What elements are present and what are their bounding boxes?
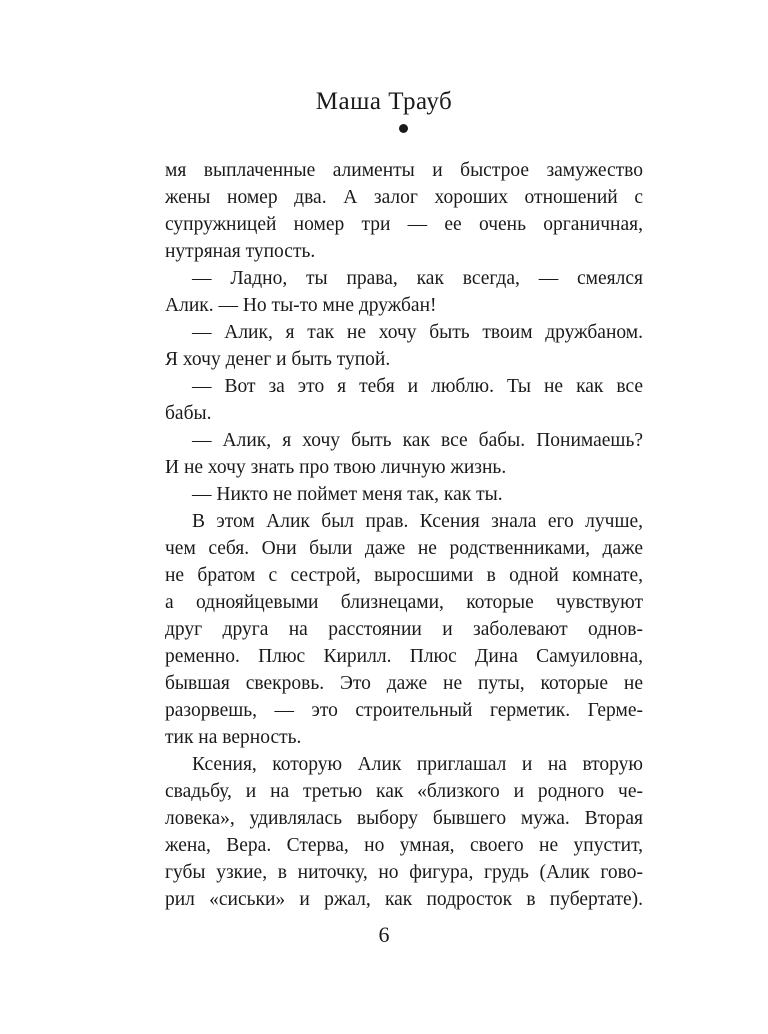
text-line: не братом с сестрой, выросшими в одной комнате, [165,565,643,586]
text-line: ременно. Плюс Кирилл. Плюс Дина Самуиловна, [165,646,643,667]
text-line: мя выплаченные алименты и быстрое замужество [165,160,643,181]
text-line: — Алик, я хочу быть как все бабы. Понимаешь? [192,430,643,451]
text-line: друг друга на расстоянии и заболевают однов- [165,619,643,640]
text-line: супружницей номер три — ее очень органичная, [165,214,643,235]
text-line: тик на верность. [165,727,302,748]
running-header-author: Маша Трауб [315,88,453,115]
text-line: а однояйцевыми близнецами, которые чувствуют [165,592,643,613]
text-line: бабы. [165,403,212,424]
text-line: И не хочу знать про твою личную жизнь. [165,457,507,478]
text-line: нутряная тупость. [165,241,316,262]
text-line: Алик. — Но ты-то мне дружбан! [165,295,437,316]
text-line: Я хочу денег и быть тупой. [165,349,391,370]
text-line: Ксения, которую Алик приглашал и на вторую [192,754,643,775]
text-line: жена, Вера. Стерва, но умная, своего не упустит, [165,835,643,856]
text-line: губы узкие, в ниточку, но фигура, грудь (Алик гово- [165,862,643,883]
text-line: — Ладно, ты права, как всегда, — смеялся [192,268,643,289]
text-line: — Никто не поймет меня так, как ты. [192,484,503,505]
text-line: — Вот за это я тебя и люблю. Ты не как все [192,376,643,397]
text-line: бывшая свекровь. Это даже не путы, которые не [165,673,643,694]
text-line: жены номер два. А залог хороших отношений с [165,187,643,208]
page-number: 6 [378,922,390,947]
text-line: В этом Алик был прав. Ксения знала его лучше, [192,511,643,532]
text-line: чем себя. Они были даже не родственниками, даже [165,538,643,559]
body-text [165,157,643,913]
text-line: ловека», удивлялась выбору бывшего мужа. Вторая [165,808,643,829]
text-line: свадьбу, и на третью как «близкого и родного че- [165,781,643,802]
text-line: — Алик, я так не хочу быть твоим дружбаном. [192,322,643,343]
text-line: разорвешь, — это строительный герметик. Герме- [165,700,643,721]
header-bullet-ornament [399,124,408,133]
text-line: рил «сиськи» и ржал, как подросток в пубертате). [165,889,643,910]
